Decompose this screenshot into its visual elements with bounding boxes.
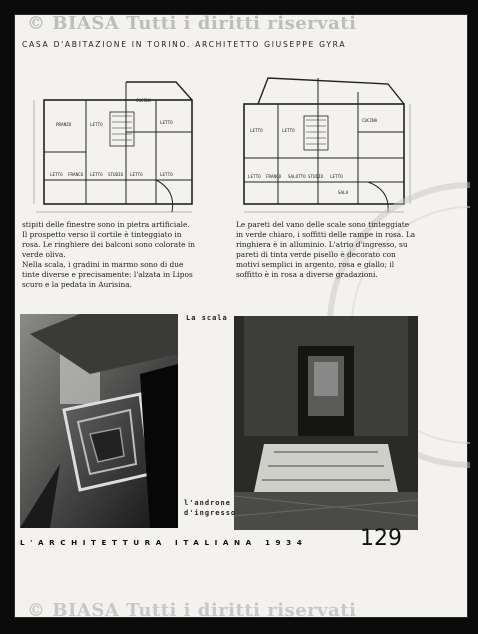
floor-plan-left — [26, 72, 196, 218]
caption-androne-line: l'androne — [184, 499, 231, 507]
plan-label: FRANCO — [68, 172, 84, 177]
caption-androne — [184, 498, 244, 518]
plan-label: SALOTTO — [288, 174, 306, 179]
plan-label: LETTO — [90, 122, 103, 127]
watermark-bottom: © BIASA Tutti i diritti riservati — [27, 600, 357, 621]
text-column-left — [22, 220, 202, 290]
plan-label: FRANCO — [266, 174, 282, 179]
caption-scala: La scala — [186, 314, 228, 322]
plan-label: LETTO — [130, 172, 143, 177]
plan-label: LETTO — [160, 120, 173, 125]
paragraph: Le pareti del vano delle scale sono tinteggiate in verde chiaro, i soffitti delle rampe in rosa. La ringhiera è in alluminio. L'atrio d'ingresso, su pareti di tinta verde pisello è decorato con motivi semplici in argento, rosa e giallo; il soffitto è in rosa a diverse gradazioni. — [236, 220, 416, 279]
journal-footer: L'ARCHITETTURA ITALIANA 1934 — [20, 538, 308, 547]
plan-label: LETTO — [248, 174, 261, 179]
plan-label: LETTO — [330, 174, 343, 179]
plan-label: LETTO — [50, 172, 63, 177]
paragraph: Il prospetto verso il cortile è tinteggiato in rosa. Le ringhiere dei balconi sono colorate in verde oliva. — [22, 230, 195, 259]
entrance-hall-photo — [234, 316, 418, 530]
paragraph: Nella scala, i gradini in marmo sono di due tinte diverse e precisamente: l'alzata in Lipos scuro e la pedata in Aurisina. — [22, 260, 193, 289]
plan-label: CUCINA — [136, 98, 152, 103]
staircase-photo — [20, 314, 178, 528]
plan-label: LETTO — [90, 172, 103, 177]
article-header: CASA D'ABITAZIONE IN TORINO. ARCHITETTO GIUSEPPE GYRA — [22, 40, 347, 49]
plan-label: LETTO — [160, 172, 173, 177]
plan-label: STUDIO — [308, 174, 324, 179]
page-number: 129 — [360, 526, 402, 551]
watermark-top: © BIASA Tutti i diritti riservati — [27, 13, 357, 34]
plan-label: STUDIO — [108, 172, 124, 177]
plan-label: PRANZO — [56, 122, 72, 127]
plan-label: LETTO — [250, 128, 263, 133]
plan-label: SALA — [338, 190, 349, 195]
paragraph: stipiti delle finestre sono in pietra artificiale. — [22, 220, 190, 229]
plan-label: LETTO — [282, 128, 295, 133]
plan-label: CUCINA — [362, 118, 378, 123]
text-column-right — [236, 220, 418, 280]
caption-androne-line: d'ingresso — [184, 509, 237, 517]
